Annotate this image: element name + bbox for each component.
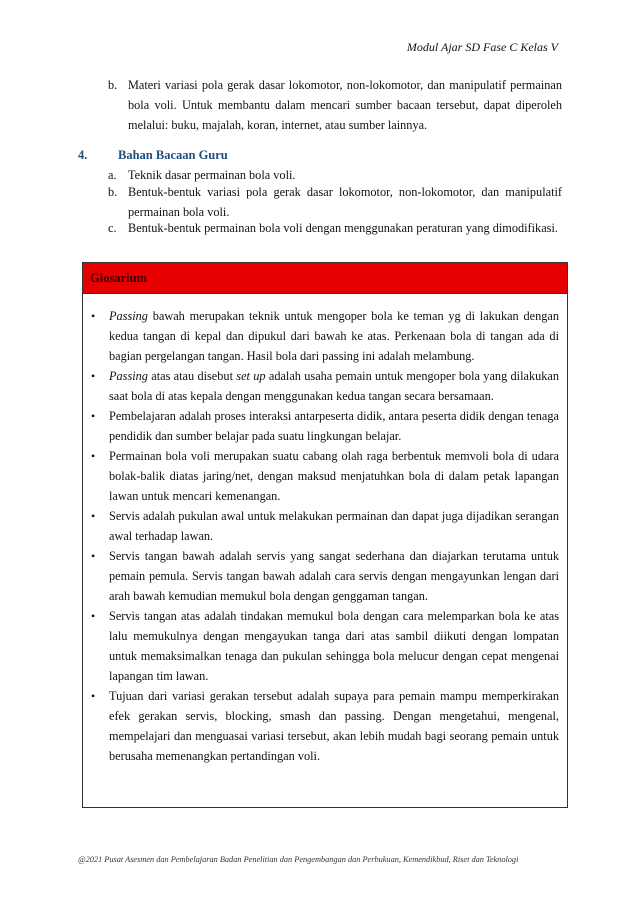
glossary-box xyxy=(82,262,568,808)
page-header: Modul Ajar SD Fase C Kelas V xyxy=(406,40,558,54)
glossary-text: Servis tangan bawah adalah servis yang sangat sederhana dan diajarkan terutama untuk pemain pemula. Servis tangan bawah adalah cara servis dengan mengayunkan lengan dari arah bawah kemudian memukul bola dengan genggaman tangan. xyxy=(109,549,559,603)
list-item-text: Bentuk-bentuk variasi pola gerak dasar lokomotor, non-lokomotor, dan manipulatif permainan bola voli. xyxy=(128,185,562,219)
glossary-item xyxy=(83,446,559,506)
intro-list-item xyxy=(108,75,562,135)
list-item-text: Teknik dasar permainan bola voli. xyxy=(128,168,296,182)
glossary-item xyxy=(83,546,559,606)
bullet-icon: • xyxy=(91,609,96,623)
page-footer: @2021 Pusat Asesmen dan Pembelajaran Badan Penelitian dan Pengembangan dan Perbukuan, Kemendikbud, Riset dan Teknologi xyxy=(78,855,519,864)
section-title: Bahan Bacaan Guru xyxy=(118,148,228,162)
section-list-item xyxy=(108,218,562,238)
glossary-text: Servis adalah pukulan awal untuk melakukan permainan dan dapat juga dijadikan serangan awal terhadap lawan. xyxy=(109,509,559,543)
section-number: 4. xyxy=(78,148,88,162)
bullet-icon: • xyxy=(91,509,96,523)
glossary-text: Tujuan dari variasi gerakan tersebut adalah supaya para pemain mampu memperkirakan efek gerakan servis, blocking, smash dan passing. Dengan mengetahui, mengenal, mempelajari dan menguasai variasi tersebut, akan lebih mudah bagi seorang pemain untuk berusaha memenangkan pertandingan voli. xyxy=(109,689,559,763)
glossary-term: Passing xyxy=(109,309,148,323)
list-marker: c. xyxy=(108,221,117,235)
glossary-term-secondary: set up xyxy=(236,369,266,383)
glossary-title: Glosarium xyxy=(83,263,567,294)
bullet-icon: • xyxy=(91,409,96,423)
glossary-item xyxy=(83,506,559,546)
bullet-icon: • xyxy=(91,369,96,383)
glossary-item xyxy=(83,606,559,686)
glossary-text: Permainan bola voli merupakan suatu cabang olah raga berbentuk memvoli bola di udara bolak-balik diatas jaring/net, dengan maksud menjatuhkan bola di dalam petak lapangan lawan untuk mencari kemenangan. xyxy=(109,449,559,503)
glossary-text: bawah merupakan teknik untuk mengoper bola ke teman yg di lakukan dengan kedua tangan di kepal dan dipukul dari bawah ke atas. Perkenaan bola di tangan ada di bagian pergelangan tangan. Hasil bola dari passing ini adalah melambung. xyxy=(109,309,559,363)
glossary-term: Passing xyxy=(109,369,148,383)
bullet-icon: • xyxy=(91,689,96,703)
list-item-text: Materi variasi pola gerak dasar lokomotor, non-lokomotor, dan manipulatif permainan bola voli. Untuk membantu dalam mencari sumber bacaan tersebut, dapat diperoleh melalui: buku, majalah, koran, internet, atau sumber lainnya. xyxy=(128,78,562,132)
list-marker: b. xyxy=(108,78,118,92)
glossary-list xyxy=(83,294,567,766)
section-heading xyxy=(78,145,228,165)
glossary-item xyxy=(83,366,559,406)
glossary-text-pre: atas atau disebut xyxy=(147,369,237,383)
bullet-icon: • xyxy=(91,549,96,563)
glossary-item xyxy=(83,686,559,766)
glossary-item xyxy=(83,406,559,446)
glossary-text: Servis tangan atas adalah tindakan memukul bola dengan cara melemparkan bola ke atas lalu memukulnya dengan mengayukan tanga dari atas sambil diikuti dengan lompatan untuk memaksimalkan tenaga dan pukulan sehingga bola melucur dengan cepat mengenai lapangan tim lawan. xyxy=(109,609,559,683)
bullet-icon: • xyxy=(91,309,96,323)
list-marker: b. xyxy=(108,185,118,199)
bullet-icon: • xyxy=(91,449,96,463)
glossary-text: adalah usaha pemain untuk mengoper bola yang dilakukan saat bola di atas kepala dengan menggunakan kedua tangan secara bersamaan. xyxy=(109,369,560,403)
glossary-item xyxy=(83,306,559,366)
list-marker: a. xyxy=(108,168,117,182)
section-list-item xyxy=(108,182,562,222)
list-item-text: Bentuk-bentuk permainan bola voli dengan menggunakan peraturan yang dimodifikasi. xyxy=(128,221,558,235)
glossary-text: Pembelajaran adalah proses interaksi antarpeserta didik, antara peserta didik dengan tenaga pendidik dan sumber belajar pada suatu lingkungan belajar. xyxy=(109,409,559,443)
